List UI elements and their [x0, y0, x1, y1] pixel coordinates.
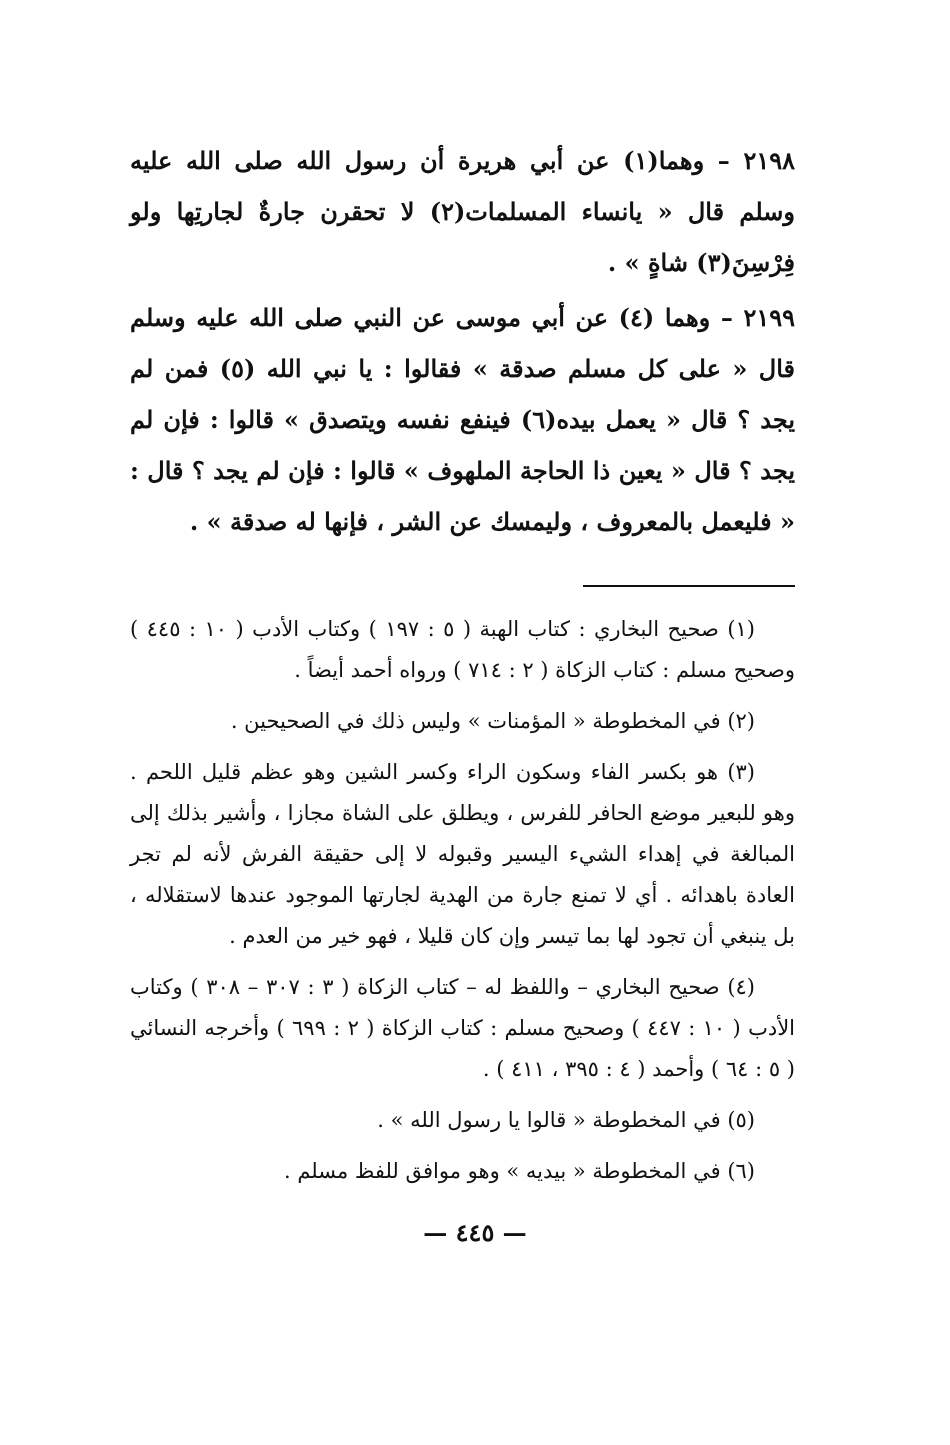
footnote-4	[130, 967, 795, 1090]
hadith-number: ٢١٩٨	[743, 146, 795, 175]
footnote-text: في المخطوطة « المؤمنات » وليس ذلك في الصحيحين .	[230, 709, 721, 733]
footnote-number: (١)	[727, 617, 755, 641]
footnote-number: (٤)	[727, 975, 755, 999]
hadith-number: ٢١٩٩	[743, 303, 795, 332]
footnote-text: في المخطوطة « قالوا يا رسول الله » .	[377, 1108, 721, 1132]
footnote-number: (٦)	[727, 1159, 755, 1183]
hadith-text: – وهما(١) عن أبي هريرة أن رسول الله صلى الله عليه وسلم قال « يانساء المسلمات(٢) لا تحقرن جارةٌ لجارتِها ولو فِرْسِنَ(٣) شاةٍ » .	[130, 146, 795, 277]
hadith-text: – وهما (٤) عن أبي موسى عن النبي صلى الله عليه وسلم قال « على كل مسلم صدقة » فقالوا : يا نبي الله (٥) فمن لم يجد ؟ قال « يعمل بيده(٦) فينفع نفسه ويتصدق » قالوا : فإن لم يجد ؟ قال « يعين ذا الحاجة الملهوف » قالوا : فإن لم يجد ؟ قال : « فليعمل بالمعروف ، وليمسك عن الشر ، فإنها له صدقة » .	[130, 303, 796, 536]
footnote-number: (٣)	[727, 760, 755, 784]
footnote-3	[130, 752, 795, 957]
page-number: — ٤٤٥ —	[423, 1218, 527, 1247]
footnote-text: صحيح البخاري – واللفظ له – كتاب الزكاة ( ٣ : ٣٠٧ – ٣٠٨ ) وكتاب الأدب ( ١٠ : ٤٤٧ ) وصحيح مسلم : كتاب الزكاة ( ٢ : ٦٩٩ ) وأخرجه النسائي ( ٥ : ٦٤ ) وأحمد ( ٤ : ٣٩٥ ، ٤١١ ) .	[130, 975, 796, 1081]
footnote-text: في المخطوطة « بيديه » وهو موافق للفظ مسلم .	[283, 1159, 721, 1183]
hadith-2198	[130, 135, 795, 288]
footnote-6	[130, 1151, 795, 1192]
hadith-2199	[130, 292, 795, 547]
footnote-2	[130, 701, 795, 742]
footnote-number: (٢)	[727, 709, 755, 733]
footnote-separator	[583, 585, 795, 587]
footnote-text: هو بكسر الفاء وسكون الراء وكسر الشين وهو عظم قليل اللحم . وهو للبعير موضع الحافر للفرس ، ويطلق على الشاة مجازا ، وأشير بذلك إلى المبالغة في إهداء الشيء اليسير وقبوله لا إلى حقيقة الفرش لأنه لم تجر العادة باهدائه . أي لا تمنع جارة من الهدية لجارتها الموجود عندها لاستقلاله ، بل ينبغي أن تجود لها بما تيسر وإن كان قليلا ، فهو خير من العدم .	[130, 760, 795, 948]
footnote-1	[130, 609, 795, 691]
footnote-number: (٥)	[727, 1108, 755, 1132]
page-body	[130, 135, 795, 1202]
footnote-text: صحيح البخاري : كتاب الهبة ( ٥ : ١٩٧ ) وكتاب الأدب ( ١٠ : ٤٤٥ ) وصحيح مسلم : كتاب الزكاة ( ٢ : ٧١٤ ) ورواه أحمد أيضاً .	[130, 617, 795, 682]
footnote-5	[130, 1100, 795, 1141]
